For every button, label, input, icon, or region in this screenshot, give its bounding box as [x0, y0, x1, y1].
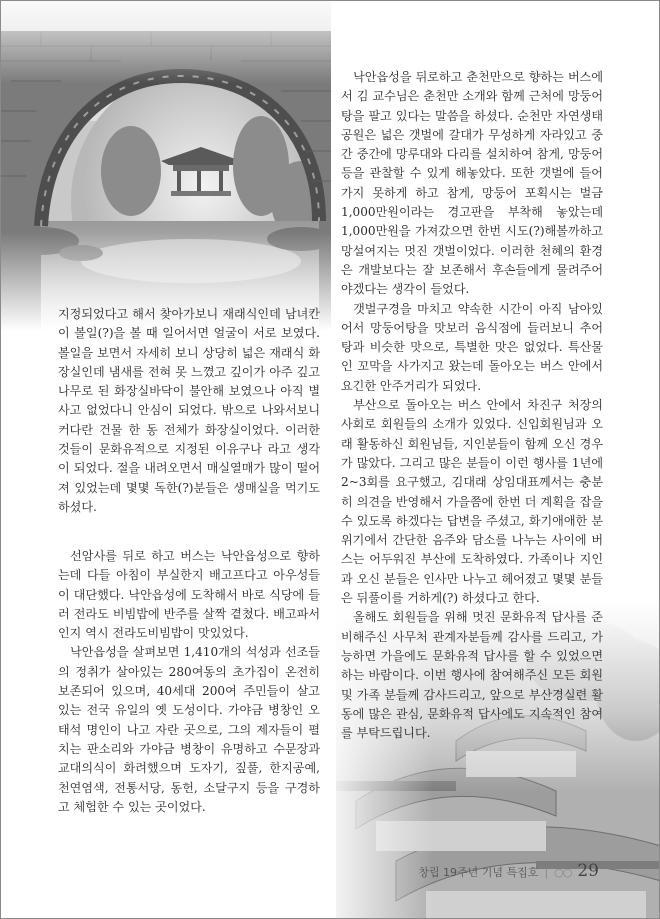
stone-bridge-photo: [1, 1, 331, 331]
right-paragraph-2: 갯벌구경을 마치고 약속한 시간이 아직 남아있어서 망둥어탕을 맛보러 음식점에 들러보니 추어탕과 비슷한 맛으로, 특별한 맛은 없었다. 특산물인 꼬막을 사가지고 왔는데 돌아오는 버스 안에서 요긴한 안주거리가 되었다.: [341, 301, 603, 393]
right-paragraph-1: 낙안읍성을 뒤로하고 춘천만으로 향하는 버스에서 김 교수님은 춘천만 소개와 함께 근처에 망둥어탕을 팔고 있다는 말씀을 하셨다. 순천만 자연생태공원은 넓은 갯벌에 갈대가 무성하게 자라있고 중간 중간에 망루대와 다리를 설치하여 참게, 망둥어 등을 관찰할 수 있게 해놓았다. 또한 갯벌에 들어가지 못하게 하고 참게, 망둥어 포획시는 벌금 1,000만원이라는 경고판을 부착해 놓았는데 1,000만원을 가져갔으면 한번 시도(?)해볼까하고 망설여지는 멋진 갯벌이었다. 이러한 천혜의 환경은 개발보다는 잘 보존해서 후손들에게 물려주어야겠다는 생각이 들었다.: [341, 70, 603, 297]
publication-title: 창립 19주년 기념 특집호: [418, 866, 539, 879]
page-footer: [418, 861, 599, 881]
page-number: 29: [577, 861, 599, 881]
right-paragraph-3: 부산으로 돌아오는 버스 안에서 차진구 처장의 사회로 회원들의 소개가 있었다. 신입회원님과 오래 활동하신 회원님들, 지인분들이 함께 오신 경우가 많았다. 그리고 많은 분들이 이런 행사를 1년에 2~3회를 요구했고, 김대래 상임대표께서는 충분히 의견을 반영해서 가을쯤에 한번 더 계획을 잡을 수 있도록 하겠다는 답변을 주셨고, 화기애애한 분위기에서 간단한 음주와 담소를 나누는 사이에 버스는 어두워진 부산에 도착하였다. 가족이나 지인과 오신 분들은 인사만 나누고 헤어졌고 몇몇 분들은 뒤풀이를 거하게(?) 하셨다고 한다.: [341, 398, 603, 606]
left-paragraph-1: 지정되었다고 해서 찾아가보니 재래식인데 남녀칸이 볼일(?)을 볼 때 일어서면 얼굴이 서로 보였다. 볼일을 보면서 자세히 보니 상당히 넓은 재래식 화장실인데 냄새를 전혀 못 느꼈고 깊이가 아주 깊고 나무로 된 화장실바닥이 불안해 보였으나 아직 별 사고 없었다니 안심이 되었다. 밖으로 나와서보니 커다란 건물 한 동 전체가 화장실이었다. 이러한 것들이 문화유적으로 지정된 이유구나 라고 생각이 되었다. 절을 내려오면서 매실열매가 많이 떨어져 있었는데 몇몇 독한(?)분들은 생매실을 먹기도 하셨다.: [58, 307, 320, 514]
footer-separator: |: [544, 866, 549, 879]
left-paragraph-2: 선암사를 뒤로 하고 버스는 낙안읍성으로 향하는데 다들 아침이 부실한지 배고프다고 아우성들이 대단했다. 낙안읍성에 도착해서 바로 식당에 들러 전라도 비빔밥에 반주를 살짝 곁쳤다. 배고파서인지 역시 전라도비빔밥이 맛있었다.: [58, 549, 320, 641]
footer-ornament: ○○: [554, 866, 572, 879]
left-paragraph-3: 낙안읍성을 살펴보면 1,410개의 석성과 선조들의 정취가 살아있는 280여동의 초가집이 온전히 보존되어 있으며, 40세대 200여 주민들이 살고 있는 전국 유일의 옛 도성이다. 가야금 병창인 오태석 명인이 나고 자란 곳으로, 그의 제자들이 펼치는 판소리와 가야금 병창이 유명하고 수문장과 교대의식이 화려했으며 도자기, 짚풀, 한지공예, 천연염색, 전통서당, 동헌, 소달구지 등을 구경하고 체험한 수 있는 곳이었다.: [58, 645, 320, 814]
right-paragraph-4: 올해도 회원들을 위해 멋진 문화유적 답사를 준비해주신 사무처 관계자분들께 감사를 드리고, 가능하면 가을에도 문화유적 답사를 할 수 있었으면 하는 바람이다. 이번 행사에 참여해주신 모든 회원 및 가족 분들께 감사드리고, 앞으로 부산경실련 활동에 많은 관심, 문화유적 답사에도 지속적인 참여를 부탁드립니다.: [341, 610, 603, 741]
